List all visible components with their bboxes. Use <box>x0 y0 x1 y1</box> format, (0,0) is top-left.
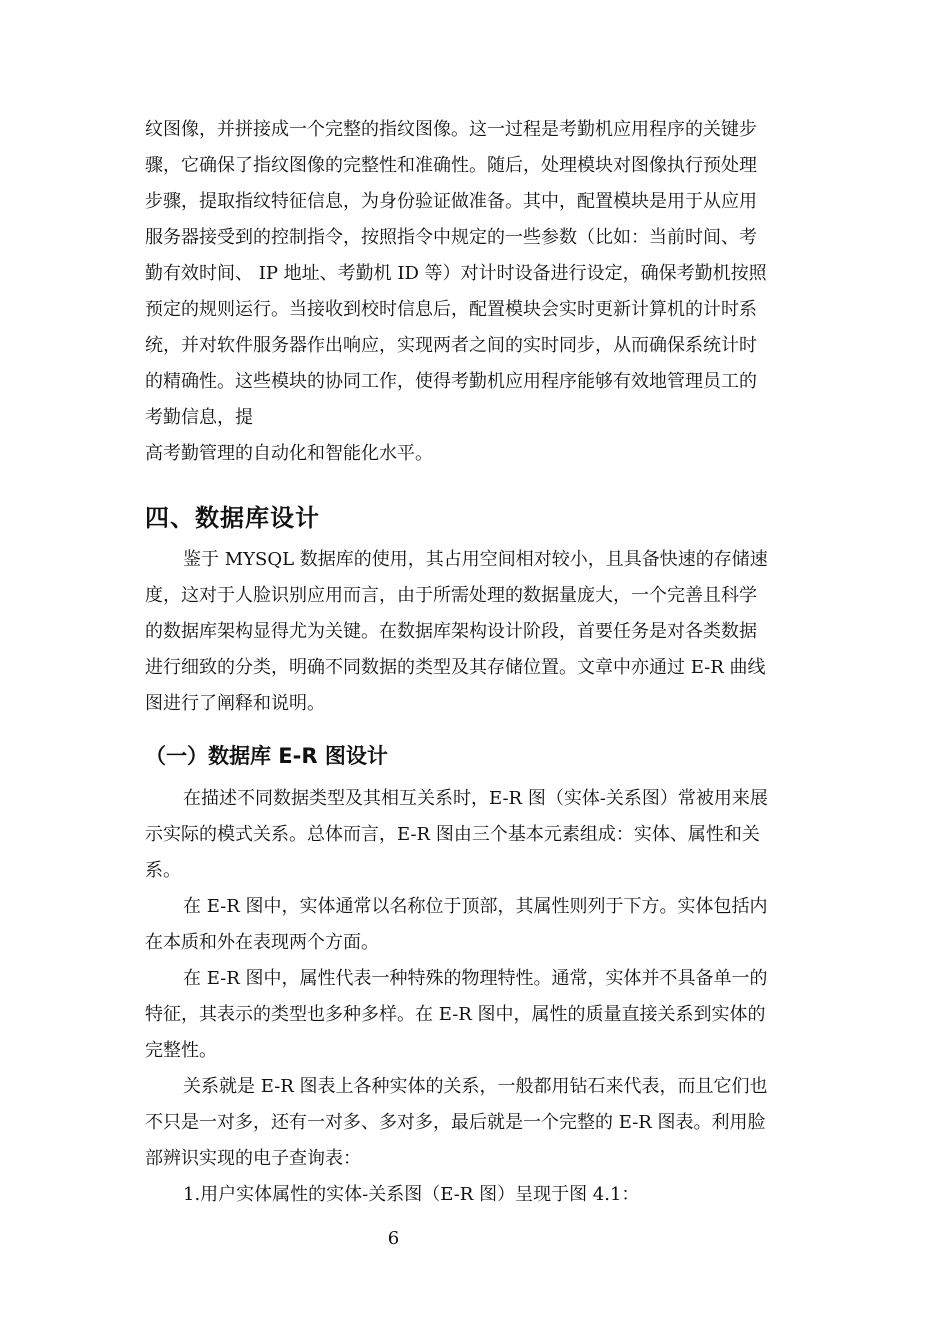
intro-line-2: 骤，它确保了指纹图像的完整性和准确性。随后，处理模块对图像执行预处理 <box>145 155 757 176</box>
intro-line-10: 高考勤管理的自动化和智能化水平。 <box>145 443 433 464</box>
page-number: 6 <box>387 1228 400 1249</box>
para4-line-2: 不只是一对多，还有一对多、多对多，最后就是一个完整的 E-R 图表。利用脸 <box>145 1112 766 1133</box>
intro-line-9: 考勤信息，提 <box>145 407 253 428</box>
intro-line-3: 步骤，提取指纹特征信息，为身份验证做准备。其中，配置模块是用于从应用 <box>145 191 757 212</box>
intro-line-7: 统，并对软件服务器作出响应，实现两者之间的实时同步，从而确保系统计时 <box>145 335 757 356</box>
para3-line-3: 完整性。 <box>145 1040 217 1061</box>
para3-line-1: 在 E-R 图中，属性代表一种特殊的物理特性。通常，实体并不具备单一的 <box>183 968 768 989</box>
subsection-heading: （一）数据库 E-R 图设计 <box>145 744 388 768</box>
para2-line-2: 在本质和外在表现两个方面。 <box>145 932 379 953</box>
section4-line-5: 图进行了阐释和说明。 <box>145 693 325 714</box>
para3-line-2: 特征，其表示的类型也多种多样。在 E-R 图中，属性的质量直接关系到实体的 <box>145 1004 766 1025</box>
para2-line-1: 在 E-R 图中，实体通常以名称位于顶部，其属性则列于下方。实体包括内 <box>183 896 768 917</box>
section4-line-3: 的数据库架构显得尤为关键。在数据库架构设计阶段，首要任务是对各类数据 <box>145 621 757 642</box>
section4-line-1: 鉴于 MYSQL 数据库的使用，其占用空间相对较小，且具备快速的存储速 <box>183 549 768 570</box>
para1-line-2: 示实际的模式关系。总体而言，E-R 图由三个基本元素组成：实体、属性和关 <box>145 824 760 845</box>
intro-line-8: 的精确性。这些模块的协同工作，使得考勤机应用程序能够有效地管理员工的 <box>145 371 757 392</box>
para4-line-3: 部辨识实现的电子查询表： <box>145 1148 361 1169</box>
intro-line-5: 勤有效时间、 IP 地址、考勤机 ID 等）对计时设备进行设定，确保考勤机按照 <box>145 263 767 284</box>
list-item-1: 1.用户实体属性的实体-关系图（E-R 图）呈现于图 4.1： <box>183 1184 640 1205</box>
section-heading: 四、数据库设计 <box>145 504 320 532</box>
section4-line-4: 进行细致的分类，明确不同数据的类型及其存储位置。文章中亦通过 E-R 曲线 <box>145 657 766 678</box>
section4-line-2: 度，这对于人脸识别应用而言，由于所需处理的数据量庞大，一个完善且科学 <box>145 585 757 606</box>
para1-line-1: 在描述不同数据类型及其相互关系时，E-R 图（实体-关系图）常被用来展 <box>183 788 768 809</box>
para4-line-1: 关系就是 E-R 图表上各种实体的关系，一般都用钻石来代表，而且它们也 <box>183 1076 768 1097</box>
intro-line-6: 预定的规则运行。当接收到校时信息后，配置模块会实时更新计算机的计时系 <box>145 299 757 320</box>
intro-line-1: 纹图像，并拼接成一个完整的指纹图像。这一过程是考勤机应用程序的关键步 <box>145 119 757 140</box>
intro-line-4: 服务器接受到的控制指令，按照指令中规定的一些参数（比如：当前时间、考 <box>145 227 757 248</box>
para1-line-3: 系。 <box>145 860 181 881</box>
